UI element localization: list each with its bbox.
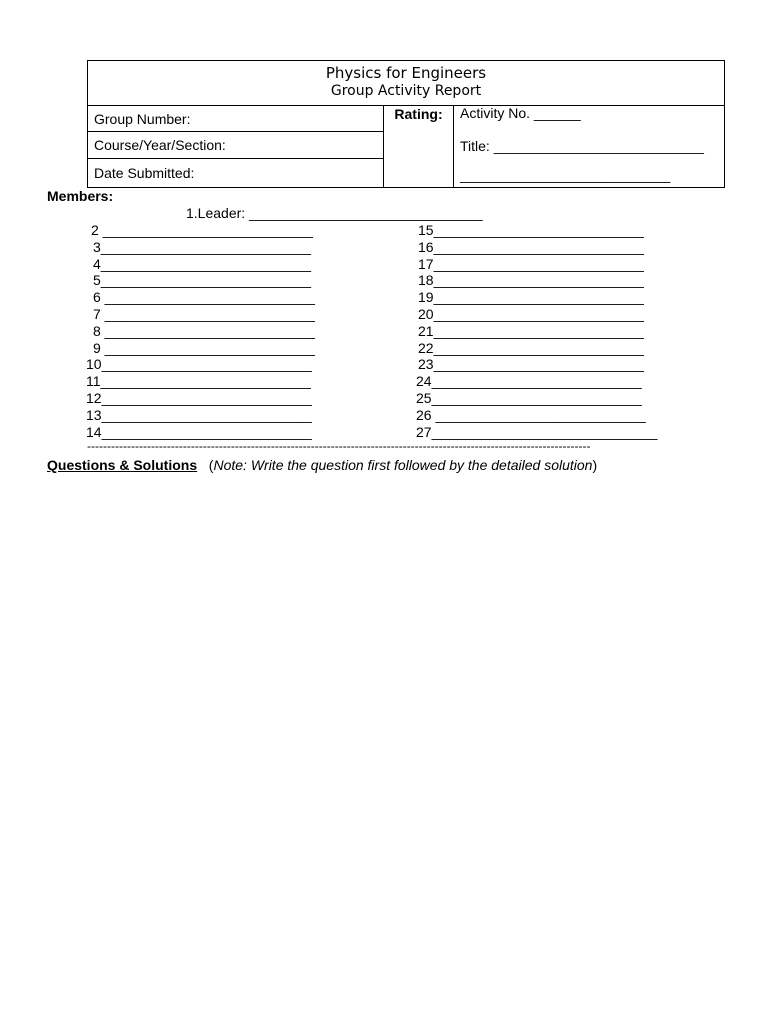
header-table — [87, 60, 725, 188]
member-field-left[interactable]: 12___________________________ — [86, 390, 312, 406]
document-subtitle: Group Activity Report — [330, 83, 482, 99]
member-field-right[interactable]: 19___________________________ — [418, 289, 644, 306]
group-number-field[interactable]: Group Number: — [88, 105, 383, 132]
member-field-right[interactable]: 15___________________________ — [418, 222, 644, 238]
member-field-right[interactable]: 18___________________________ — [418, 272, 644, 289]
member-field-right[interactable]: 22___________________________ — [418, 339, 644, 356]
questions-note: Note: Write the question first followed by the detailed solution — [213, 457, 593, 473]
member-field-right[interactable]: 16___________________________ — [418, 238, 644, 255]
member-field-right[interactable]: 26 ___________________________ — [416, 406, 646, 423]
member-field-left[interactable]: 9 ___________________________ — [93, 339, 315, 356]
activity-number-field[interactable]: Activity No. ______ — [460, 105, 581, 121]
date-submitted-field[interactable]: Date Submitted: — [94, 165, 195, 181]
member-field-left[interactable]: 11___________________________ — [86, 373, 311, 390]
activity-cell — [454, 105, 724, 187]
activity-title-line-2[interactable]: ___________________________ — [460, 167, 671, 183]
document-title: Physics for Engineers — [325, 64, 487, 82]
member-field-right[interactable]: 24___________________________ — [416, 373, 642, 390]
member-field-right[interactable]: 23___________________________ — [418, 356, 644, 373]
rating-label: Rating: — [394, 106, 443, 122]
info-column — [88, 105, 384, 187]
member-field-right[interactable]: 20___________________________ — [418, 306, 644, 322]
course-year-section-field[interactable]: Course/Year/Section: — [88, 132, 383, 159]
member-field-right[interactable]: 21___________________________ — [418, 322, 644, 339]
member-field-right[interactable]: 17___________________________ — [418, 255, 644, 272]
members-label: Members: — [47, 188, 114, 204]
member-field-right[interactable]: 25___________________________ — [416, 390, 642, 406]
member-field-left[interactable]: 2 ___________________________ — [91, 222, 313, 238]
member-field-left[interactable]: 5___________________________ — [93, 272, 312, 289]
member-field-left[interactable]: 13___________________________ — [86, 406, 312, 423]
member-field-left[interactable]: 6 ___________________________ — [93, 289, 315, 306]
questions-section-heading — [47, 457, 597, 473]
rating-cell — [384, 105, 454, 187]
member-field-left[interactable]: 3___________________________ — [93, 238, 312, 255]
member-field-left[interactable]: 7 ___________________________ — [93, 306, 315, 322]
title-row — [88, 61, 724, 106]
note-close-paren: ) — [592, 457, 598, 473]
questions-heading: Questions & Solutions — [47, 457, 198, 473]
member-field-left[interactable]: 10___________________________ — [86, 356, 312, 373]
member-field-left[interactable]: 14___________________________ — [86, 423, 312, 440]
member-field-right[interactable]: 27_____________________________ — [416, 423, 658, 440]
note-open-paren: ( — [208, 457, 214, 473]
activity-title-field[interactable]: Title: ___________________________ — [460, 138, 704, 154]
leader-field[interactable]: 1.Leader: ______________________________ — [186, 205, 483, 221]
member-field-left[interactable]: 8 ___________________________ — [93, 322, 315, 339]
member-field-left[interactable]: 4___________________________ — [93, 255, 312, 272]
section-divider: ------------------------------------------------------------------------------------------------------------------------------ — [87, 439, 591, 453]
